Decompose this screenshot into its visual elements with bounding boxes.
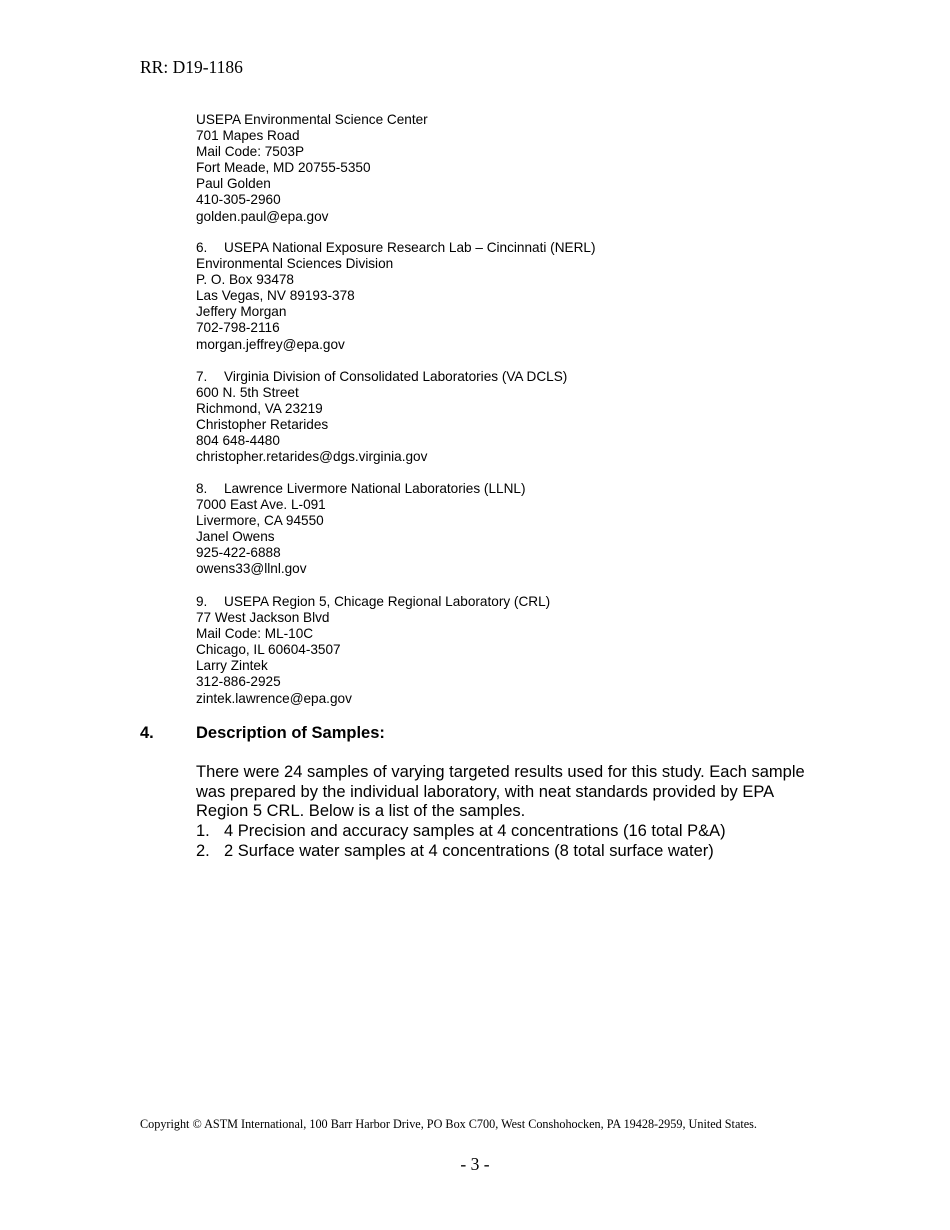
list-item-number: 2. (196, 841, 210, 860)
lab-number: 8. (196, 481, 208, 496)
lab-heading (196, 594, 550, 610)
copyright-footer: Copyright © ASTM International, 100 Barr Harbor Drive, PO Box C700, West Conshohocken, PA 19428-2959, United States. (140, 1117, 757, 1131)
section-number: 4. (140, 724, 154, 742)
lab-line: 77 West Jackson Blvd (196, 610, 330, 626)
lab-block-9 (196, 594, 550, 707)
lab-line: zintek.lawrence@epa.gov (196, 690, 352, 706)
lab-number: 6. (196, 240, 208, 255)
lab-name: Lawrence Livermore National Laboratories (LLNL) (224, 481, 526, 496)
lab-block-8 (196, 481, 525, 578)
lab-line: Jeffery Morgan (196, 304, 287, 320)
lab-line: golden.paul@epa.gov (196, 208, 329, 224)
lab-line: Larry Zintek (196, 658, 268, 674)
lab-line: 410-305-2960 (196, 192, 281, 208)
lab-line: Fort Meade, MD 20755-5350 (196, 160, 371, 176)
lab-line: owens33@llnl.gov (196, 561, 307, 577)
lab-line: 701 Mapes Road (196, 128, 300, 144)
lab-line: USEPA Environmental Science Center (196, 112, 428, 127)
lab-line: P. O. Box 93478 (196, 272, 294, 288)
lab-name: USEPA Region 5, Chicage Regional Laboratory (CRL) (224, 594, 551, 609)
lab-heading (196, 369, 567, 385)
lab-line: Mail Code: 7503P (196, 144, 305, 160)
lab-line: christopher.retarides@dgs.virginia.gov (196, 449, 428, 465)
page-number: - 3 - (460, 1154, 490, 1174)
lab-line: Environmental Sciences Division (196, 256, 394, 272)
sample-list (196, 822, 726, 861)
lab-line: Christopher Retarides (196, 417, 329, 433)
list-item-text: 2 Surface water samples at 4 concentrations (8 total surface water) (224, 841, 714, 860)
lab-name: USEPA National Exposure Research Lab – Cincinnati (NERL) (224, 240, 596, 255)
lab-line: 702-798-2116 (196, 320, 280, 336)
lab-line: 312-886-2925 (196, 674, 281, 690)
lab-line: 7000 East Ave. L-091 (196, 497, 326, 513)
list-item-text: 4 Precision and accuracy samples at 4 concentrations (16 total P&A) (224, 822, 726, 840)
lab-heading (196, 481, 525, 497)
lab-line: 925-422-6888 (196, 545, 281, 561)
list-item (196, 822, 726, 842)
list-item-number: 1. (196, 822, 210, 840)
lab-heading (196, 240, 596, 256)
lab-line: Janel Owens (196, 529, 275, 545)
lab-line: morgan.jeffrey@epa.gov (196, 336, 345, 352)
lab-line: Chicago, IL 60604-3507 (196, 642, 341, 658)
report-id-header: RR: D19-1186 (140, 57, 243, 77)
lab-line: Livermore, CA 94550 (196, 513, 324, 529)
section-paragraph: There were 24 samples of varying targeted results used for this study. Each sample was prepared by the individual laboratory, with neat standards provided by EPA Region 5 CRL. Below is a list of the samples. (196, 763, 805, 821)
section-title: Description of Samples: (196, 724, 385, 742)
lab-line: 600 N. 5th Street (196, 385, 299, 401)
lab-line: 804 648-4480 (196, 433, 280, 449)
lab-line: Richmond, VA 23219 (196, 401, 323, 417)
lab-line: Las Vegas, NV 89193-378 (196, 288, 355, 304)
lab-block-0 (196, 112, 428, 225)
lab-number: 9. (196, 594, 208, 609)
lab-line: Paul Golden (196, 176, 271, 192)
list-item (196, 842, 726, 862)
lab-block-7 (196, 369, 567, 466)
lab-name: Virginia Division of Consolidated Laboratories (VA DCLS) (224, 369, 568, 384)
lab-block-6 (196, 240, 596, 353)
lab-line: Mail Code: ML-10C (196, 626, 314, 642)
lab-number: 7. (196, 369, 208, 384)
